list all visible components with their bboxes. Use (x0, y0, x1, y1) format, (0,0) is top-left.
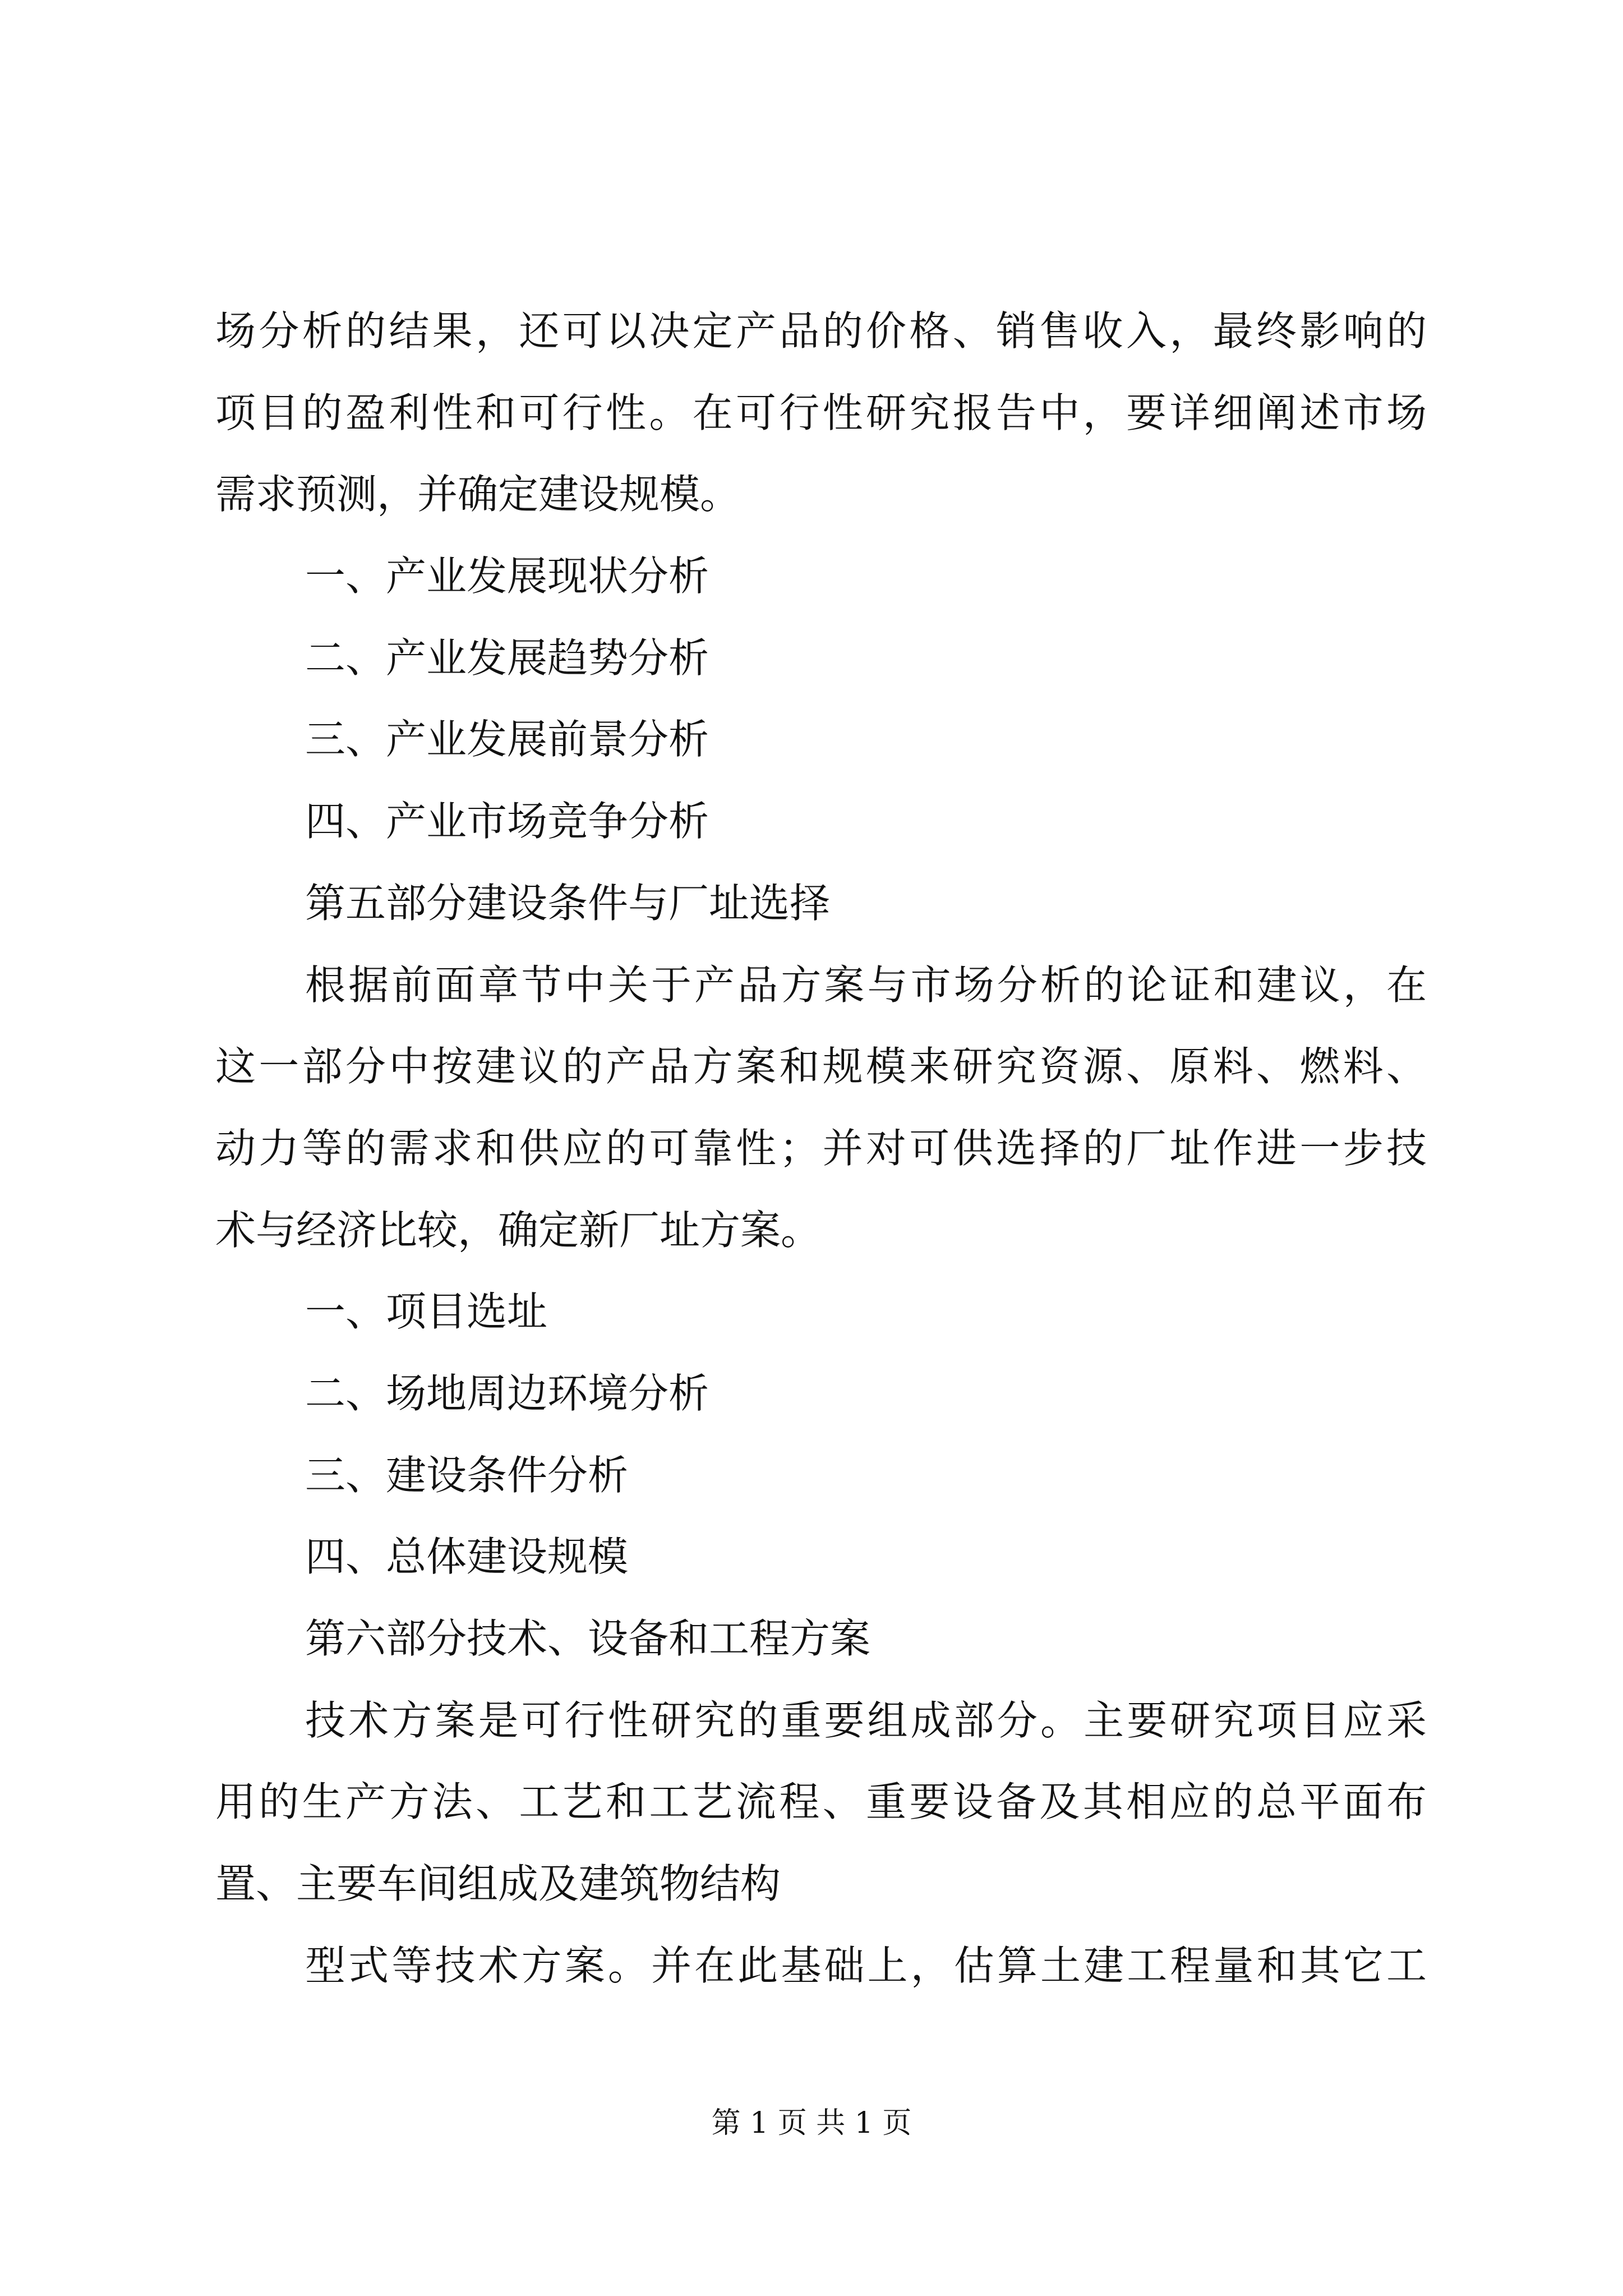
body-line: 技术方案是可行性研究的重要组成部分。主要研究项目应采 (305, 1696, 1427, 1744)
body-line: 动力等的需求和供应的可靠性；并对可供选择的厂址作进一步技 (215, 1124, 1427, 1172)
list-item: 三、建设条件分析 (305, 1451, 629, 1499)
page-footer: 第 1 页 共 1 页 (711, 2106, 912, 2140)
list-item: 四、总体建设规模 (305, 1533, 629, 1581)
body-line: 项目的盈利性和可行性。在可行性研究报告中，要详细阐述市场 (215, 389, 1427, 436)
list-item: 一、产业发展现状分析 (305, 553, 709, 600)
body-line: 这一部分中按建议的产品方案和规模来研究资源、原料、燃料、 (215, 1043, 1427, 1091)
body-line: 场分析的结果，还可以决定产品的价格、销售收入，最终影响的 (215, 307, 1427, 355)
body-line: 型式等技术方案。并在此基础上，估算土建工程量和其它工 (305, 1941, 1427, 1989)
list-item: 三、产业发展前景分析 (305, 716, 709, 763)
list-item: 二、场地周边环境分析 (305, 1369, 709, 1417)
body-line: 置、主要车间组成及建筑物结构 (215, 1860, 781, 1908)
body-line: 术与经济比较，确定新厂址方案。 (215, 1206, 822, 1254)
section-heading: 第五部分建设条件与厂址选择 (305, 879, 831, 927)
body-line: 根据前面章节中关于产品方案与市场分析的论证和建议，在 (305, 961, 1427, 1009)
list-item: 四、产业市场竞争分析 (305, 798, 709, 845)
document-body (215, 291, 1427, 2007)
list-item: 二、产业发展趋势分析 (305, 634, 709, 682)
body-line: 需求预测，并确定建设规模。 (215, 471, 741, 518)
body-line: 用的生产方法、工艺和工艺流程、重要设备及其相应的总平面布 (215, 1778, 1427, 1826)
list-item: 一、项目选址 (305, 1288, 548, 1336)
section-heading: 第六部分技术、设备和工程方案 (305, 1615, 871, 1662)
